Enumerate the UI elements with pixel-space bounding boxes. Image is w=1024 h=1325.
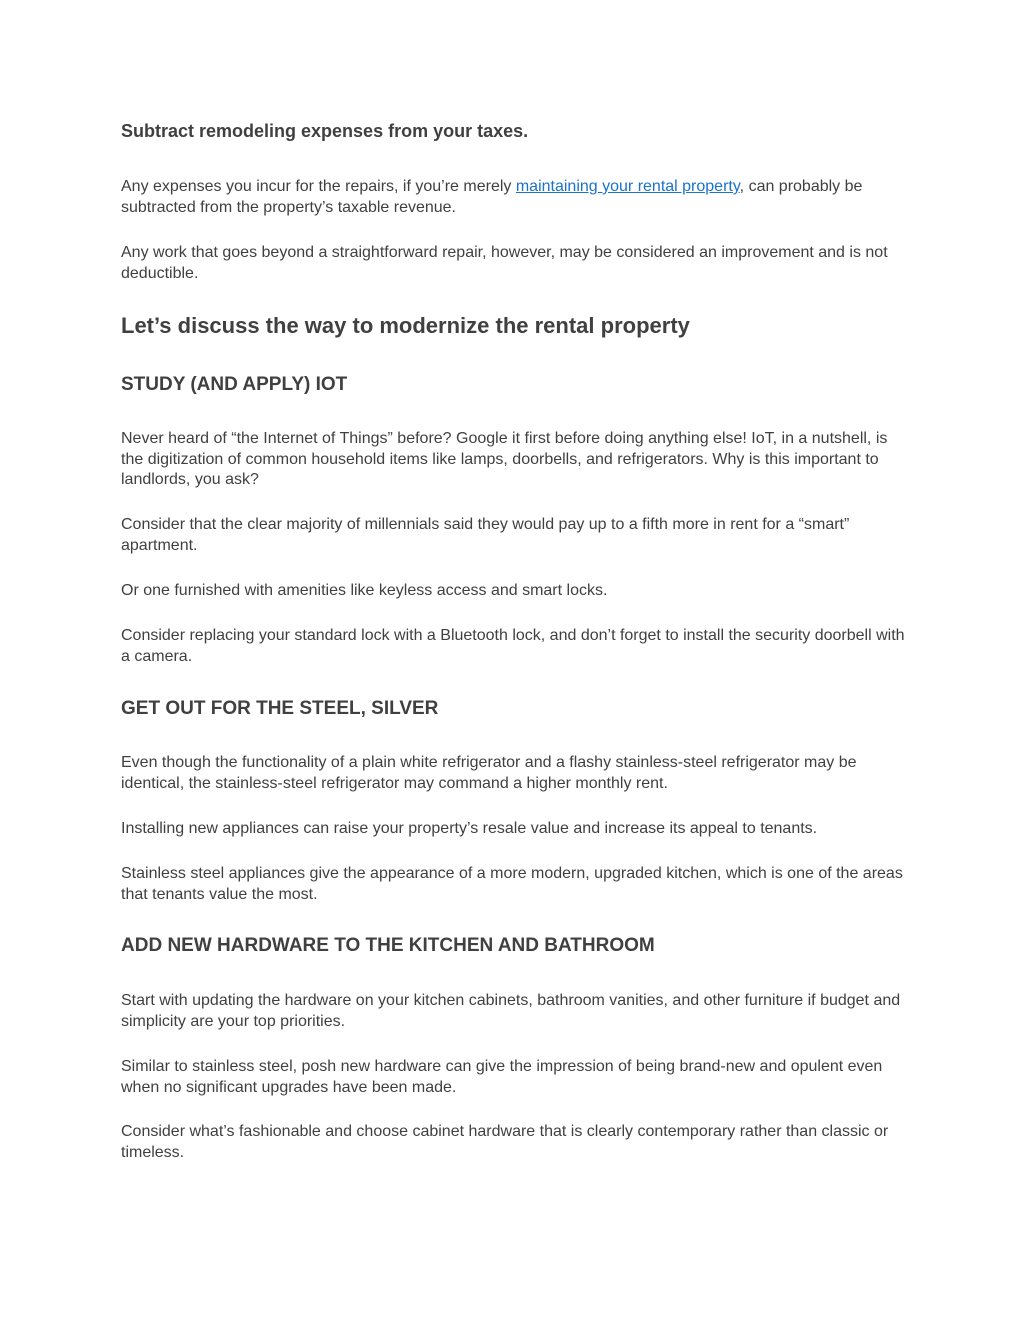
paragraph-expenses-text-before: Any expenses you incur for the repairs, if you’re merely: [121, 178, 516, 195]
subheading-taxes: Subtract remodeling expenses from your taxes.: [121, 121, 529, 141]
paragraph-improvement: Any work that goes beyond a straightforward repair, however, may be considered an improvement and is not deductible.: [121, 244, 888, 282]
paragraph-iot-intro: Never heard of “the Internet of Things” before? Google it first before doing anything else! IoT, in a nutshell, is the digitization of common household items like lamps, doorbells, and refrigerators. Why is this important to landlords, you ask?: [121, 430, 888, 488]
heading-modernize: Let’s discuss the way to modernize the rental property: [121, 313, 690, 338]
paragraph-posh-hardware: Similar to stainless steel, posh new hardware can give the impression of being brand-new and opulent even when no significant upgrades have been made.: [121, 1058, 883, 1096]
paragraph-cabinet-hardware: Start with updating the hardware on your kitchen cabinets, bathroom vanities, and other furniture if budget and simplicity are your top priorities.: [121, 992, 901, 1030]
paragraph-expenses-text-after: , can probably be subtracted from the property’s taxable revenue.: [121, 178, 863, 216]
paragraph-keyless: Or one furnished with amenities like keyless access and smart locks.: [121, 582, 608, 599]
paragraph-refrigerator: Even though the functionality of a plain white refrigerator and a flashy stainless-steel refrigerator may be identical, the stainless-steel refrigerator may command a higher monthly rent.: [121, 754, 857, 792]
paragraph-fashionable: Consider what’s fashionable and choose cabinet hardware that is clearly contemporary rather than classic or timeless.: [121, 1123, 889, 1161]
paragraph-new-appliances: Installing new appliances can raise your property’s resale value and increase its appeal to tenants.: [121, 820, 818, 837]
maintaining-rental-property-link[interactable]: maintaining your rental property: [515, 178, 740, 195]
heading-steel-silver: GET OUT FOR THE STEEL, SILVER: [121, 698, 439, 719]
paragraph-expenses: [121, 177, 911, 218]
paragraph-stainless-kitchen: Stainless steel appliances give the appearance of a more modern, upgraded kitchen, which is one of the areas that tenants value the most.: [121, 865, 903, 903]
paragraph-bluetooth-lock: Consider replacing your standard lock with a Bluetooth lock, and don’t forget to install the security doorbell with a camera.: [121, 627, 905, 665]
heading-study-iot: STUDY (AND APPLY) IOT: [121, 374, 348, 395]
heading-new-hardware: ADD NEW HARDWARE TO THE KITCHEN AND BATHROOM: [121, 935, 655, 956]
paragraph-millennials: Consider that the clear majority of millennials said they would pay up to a fifth more in rent for a “smart” apartment.: [121, 516, 850, 554]
